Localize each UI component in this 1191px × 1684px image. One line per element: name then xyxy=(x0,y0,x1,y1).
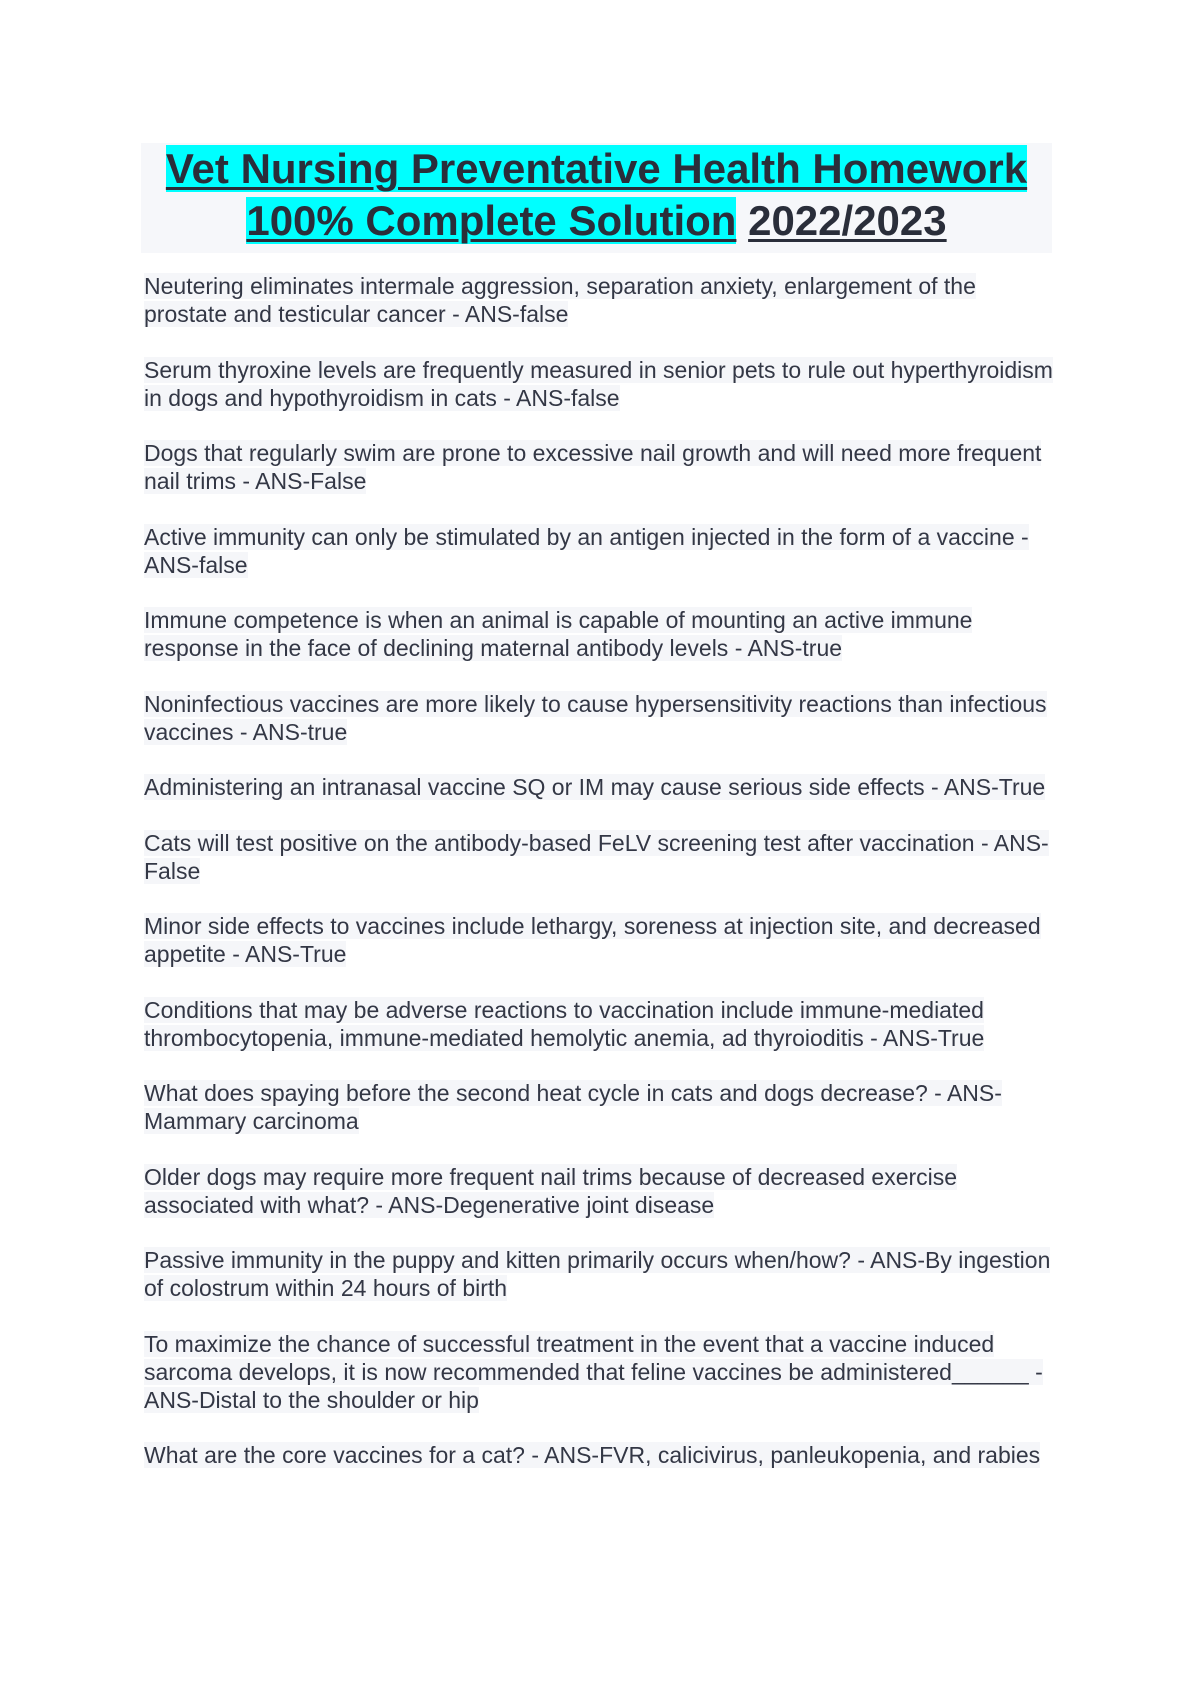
qa-item xyxy=(144,356,1059,412)
qa-text: To maximize the chance of successful treatment in the event that a vaccine induced sarcoma develops, it is now recommended that feline vaccines be administered______ - ANS-Distal to the shoulder or hip xyxy=(144,1330,1043,1413)
title-highlighted-text-1: Vet Nursing Preventative Health Homework xyxy=(165,145,1028,192)
qa-item xyxy=(144,1246,1059,1302)
qa-text: Conditions that may be adverse reactions to vaccination include immune-mediated thrombocytopenia, immune-mediated hemolytic anemia, ad thyroioditis - ANS-True xyxy=(144,996,985,1051)
question-answer-list xyxy=(144,272,1059,1497)
qa-item xyxy=(144,773,1059,801)
qa-item xyxy=(144,690,1059,746)
title-line-1 xyxy=(141,143,1052,195)
qa-item xyxy=(144,606,1059,662)
qa-text: Immune competence is when an animal is capable of mounting an active immune response in the face of declining maternal antibody levels - ANS-true xyxy=(144,607,973,661)
qa-text: Cats will test positive on the antibody-based FeLV screening test after vaccination - ANS-False xyxy=(144,829,1049,884)
title-highlighted-text-2: 100% Complete Solution xyxy=(246,197,737,244)
qa-text: Dogs that regularly swim are prone to excessive nail growth and will need more frequent nail trims - ANS-False xyxy=(144,440,1042,494)
qa-text: Administering an intranasal vaccine SQ or IM may cause serious side effects - ANS-True xyxy=(144,774,1046,800)
qa-text: Minor side effects to vaccines include lethargy, soreness at injection site, and decreased appetite - ANS-True xyxy=(144,913,1041,967)
qa-item xyxy=(144,829,1059,885)
qa-text: Serum thyroxine levels are frequently measured in senior pets to rule out hyperthyroidism in dogs and hypothyroidism in cats - ANS-false xyxy=(144,356,1053,411)
qa-item xyxy=(144,1079,1059,1135)
title-year: 2022/2023 xyxy=(748,197,947,244)
qa-text: Noninfectious vaccines are more likely to cause hypersensitivity reactions than infectious vaccines - ANS-true xyxy=(144,690,1047,745)
qa-item xyxy=(144,1441,1059,1469)
qa-text: Older dogs may require more frequent nail trims because of decreased exercise associated with what? - ANS-Degenerative joint disease xyxy=(144,1163,958,1218)
qa-text: What are the core vaccines for a cat? - ANS-FVR, calicivirus, panleukopenia, and rabies xyxy=(144,1442,1041,1468)
qa-text: What does spaying before the second heat cycle in cats and dogs decrease? - ANS-Mammary carcinoma xyxy=(144,1080,1002,1134)
title-line-2 xyxy=(141,195,1052,247)
qa-item xyxy=(144,912,1059,968)
qa-item xyxy=(144,1330,1059,1414)
qa-item xyxy=(144,272,1059,328)
qa-text: Active immunity can only be stimulated by an antigen injected in the form of a vaccine - ANS-false xyxy=(144,523,1029,578)
qa-item xyxy=(144,439,1059,495)
qa-text: Passive immunity in the puppy and kitten primarily occurs when/how? - ANS-By ingestion of colostrum within 24 hours of birth xyxy=(144,1247,1051,1301)
document-title xyxy=(141,143,1052,253)
qa-item xyxy=(144,1163,1059,1219)
qa-text: Neutering eliminates intermale aggression, separation anxiety, enlargement of the prostate and testicular cancer - ANS-false xyxy=(144,273,976,327)
qa-item xyxy=(144,996,1059,1052)
qa-item xyxy=(144,523,1059,579)
